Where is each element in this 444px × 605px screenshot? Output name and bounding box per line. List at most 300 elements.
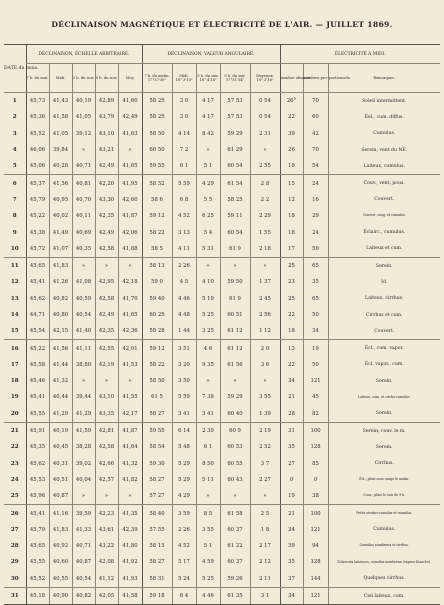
scale-cell: 40,95	[49, 192, 72, 208]
scale-cell: 41,43	[49, 93, 72, 110]
scale-cell: 41,93	[118, 571, 142, 588]
table-row	[4, 208, 440, 224]
scale-cell: 43,79	[95, 109, 118, 125]
day-cell: 1	[12, 98, 17, 105]
scale-col-header: 7 h. du mat.	[26, 64, 49, 93]
table-row	[4, 406, 440, 423]
table-row	[4, 587, 440, 604]
angle-col-constant: 18° 3'10"	[175, 78, 193, 82]
scale-cell: 41,29	[49, 406, 72, 423]
scale-cell: 42,81	[95, 422, 118, 439]
angle-cell: »	[196, 142, 220, 158]
angle-cell: »	[250, 488, 280, 505]
angle-cell: 4 52	[172, 208, 196, 224]
table-row	[4, 109, 440, 125]
day-cell: 29	[10, 559, 19, 566]
angle-cell: 2 12	[250, 554, 280, 570]
scale-cell: 42,36	[118, 323, 142, 340]
scale-cell: 42,17	[118, 406, 142, 423]
table-row	[4, 274, 440, 290]
scale-cell: 45,54	[26, 323, 49, 340]
scale-cell: 41,80	[118, 538, 142, 554]
angle-cell: 5 25	[196, 307, 220, 323]
elec-group-header: ÉLECTRICITÉ À MIDI.	[280, 45, 440, 64]
table-row	[4, 439, 440, 455]
day-cell: 14	[10, 312, 19, 318]
angle-cell: 5 17	[172, 554, 196, 570]
scale-cell: 38,80	[72, 357, 95, 373]
angle-cell: 0 54	[250, 93, 280, 110]
angle-cell: 57 55	[142, 522, 172, 538]
scale-cell: 45,22	[26, 208, 49, 224]
angle-cell: 4 52	[172, 538, 196, 554]
scale-cell: 41,40	[72, 323, 95, 340]
angle-cell: 5 25	[196, 571, 220, 588]
scale-cell: 43,22	[95, 538, 118, 554]
observed-cell: 31	[280, 422, 303, 439]
scale-cell: 44,71	[26, 307, 49, 323]
table-row	[4, 389, 440, 405]
proportional-cell: 50	[303, 357, 328, 373]
scale-cell: 41,83	[49, 522, 72, 538]
proportional-cell: 121	[303, 373, 328, 389]
scale-cell: 45,37	[26, 175, 49, 192]
scale-cell: 45,41	[26, 389, 49, 405]
angle-cell: 2 17	[250, 538, 280, 554]
scale-col-header: Moy.	[118, 64, 142, 93]
remarks-cell: Serein; couv. le m.	[328, 422, 440, 439]
angle-cell: 3 51	[172, 340, 196, 357]
scale-col-header: 9 h. du soir.	[95, 64, 118, 93]
angle-cell: 4 17	[196, 93, 220, 110]
observed-cell: 35	[280, 439, 303, 455]
scale-cell: 42,58	[95, 439, 118, 455]
angle-cell: 3 7	[250, 456, 280, 472]
angle-cell: 58 25	[220, 192, 250, 208]
remarks-cell: Couvert, orag. et cumulus.	[328, 208, 440, 224]
scale-cell: 46,06	[26, 142, 49, 158]
scale-cell: »	[72, 488, 95, 505]
scale-cell: 39,44	[72, 389, 95, 405]
scale-cell: 40,60	[49, 554, 72, 570]
observed-cell: 22	[280, 307, 303, 323]
day-cell: 5	[4, 158, 26, 175]
angle-cell: 1 39	[250, 406, 280, 423]
declination-table	[4, 44, 440, 605]
scale-cell: 41,56	[49, 175, 72, 192]
angle-cell: 6 4	[172, 587, 196, 604]
scale-cell: 40,92	[49, 538, 72, 554]
angle-cell: 5 48	[172, 439, 196, 455]
table-row	[4, 142, 440, 158]
angle-cell: 4 59	[196, 554, 220, 570]
scale-cell: 41,32	[118, 456, 142, 472]
scale-cell: 42,58	[95, 291, 118, 307]
scale-cell: 45,79	[26, 192, 49, 208]
remarks-cell: Écl., pluie sous orage le matin.	[328, 472, 440, 488]
scale-cell: »	[95, 373, 118, 389]
day-cell: 11	[10, 263, 19, 270]
table-row	[4, 175, 440, 192]
scale-cell: 45,35	[26, 439, 49, 455]
scale-cell: 42,89	[95, 93, 118, 110]
angle-col-constant: 18° 2'16"	[256, 78, 274, 82]
scale-cell: 45,06	[26, 158, 49, 175]
angle-cell: 60 37	[220, 522, 250, 538]
scale-cell: 40,02	[49, 208, 72, 224]
angle-cell: 7 38	[196, 389, 220, 405]
scale-cell: 41,29	[72, 406, 95, 423]
scale-cell: 45,55	[26, 554, 49, 570]
proportional-cell: 82	[303, 406, 328, 423]
scale-cell: 45,72	[26, 241, 49, 258]
scale-cell: 42,06	[118, 224, 142, 240]
angle-col-label: 3 h. du soir.	[197, 73, 219, 78]
angle-cell: 59 29	[220, 126, 250, 142]
remarks-cell: Couvert.	[328, 323, 440, 340]
angle-cell: 5 19	[196, 291, 220, 307]
observed-cell: 17	[280, 241, 303, 258]
angle-cell: 3 0	[172, 93, 196, 110]
remarks-cell: Cirrhus et cum.	[328, 307, 440, 323]
remarks-cell: Serein.	[328, 439, 440, 455]
angle-cell: 3 0	[172, 109, 196, 125]
angle-cell: 61 12	[220, 323, 250, 340]
angle-cell: 59 18	[142, 587, 172, 604]
scale-cell: »	[72, 373, 95, 389]
day-cell: 6	[12, 180, 17, 187]
angle-cell: 59 40	[142, 291, 172, 307]
angle-cell: 2 29	[250, 208, 280, 224]
angle-cell: 58 25	[142, 93, 172, 110]
scale-cell: 41,65	[118, 158, 142, 175]
remarks-cell: Éclairc., cumulus.	[328, 224, 440, 240]
scale-cell: 40,82	[72, 587, 95, 604]
proportional-cell: 54	[303, 158, 328, 175]
angle-cell: 5 1	[196, 158, 220, 175]
observed-cell: 34	[280, 373, 303, 389]
angle-cell: 5 29	[172, 472, 196, 488]
angle-cell: 1 37	[250, 274, 280, 290]
remarks-cell: Éclaircies laiteuses; cumulus nombreux (vapeur blanche).	[328, 554, 440, 570]
scale-cell: 41,65	[118, 307, 142, 323]
angle-col-header	[142, 64, 172, 93]
proportional-cell: 16	[303, 192, 328, 208]
angle-cell: 4 17	[196, 109, 220, 125]
angle-cell: 60 55	[220, 456, 250, 472]
angle-cell: 2 5	[250, 505, 280, 522]
proportional-cell: 128	[303, 554, 328, 570]
angle-cell: »	[220, 488, 250, 505]
angle-col-header	[250, 64, 280, 93]
angle-cell: 60 9	[220, 422, 250, 439]
angle-col-constant: 17°37'30"	[147, 78, 167, 82]
angle-cell: 60 51	[220, 307, 250, 323]
angle-cell: »	[220, 257, 250, 274]
scale-cell: 41,92	[118, 554, 142, 570]
scale-cell: 40,71	[72, 538, 95, 554]
proportional-cell: 100	[303, 422, 328, 439]
angle-cell: 60 43	[220, 472, 250, 488]
angle-cell: 2 19	[250, 422, 280, 439]
angle-cell: 1 55	[250, 224, 280, 240]
scale-cell: 40,70	[72, 192, 95, 208]
angle-cell: 58 25	[142, 109, 172, 125]
angle-cell: 5 4	[196, 224, 220, 240]
elec-proportional-header: nombres pro- portionnels.	[303, 64, 328, 93]
angle-cell: 6 25	[196, 208, 220, 224]
table-row	[4, 571, 440, 588]
scale-cell: 41,58	[49, 109, 72, 125]
angle-cell: 2 0	[250, 340, 280, 357]
angle-col-header	[172, 64, 196, 93]
angle-cell: 5 59	[172, 175, 196, 192]
scale-cell: 43,61	[95, 522, 118, 538]
angle-cell: 59 55	[142, 422, 172, 439]
angle-cell: 5 11	[196, 472, 220, 488]
scale-cell: 41,63	[118, 126, 142, 142]
angle-cell: 59 29	[220, 389, 250, 405]
scale-cell: 43,10	[95, 389, 118, 405]
angle-cell: 57 27	[142, 488, 172, 505]
scale-cell: 41,55	[118, 389, 142, 405]
observed-cell: 34	[280, 522, 303, 538]
scale-cell: 45,53	[26, 472, 49, 488]
proportional-cell: 70	[303, 93, 328, 110]
proportional-cell: 50	[303, 241, 328, 258]
day-cell: 31	[4, 587, 26, 604]
observed-cell: 21	[280, 389, 303, 405]
scale-cell: 40,04	[72, 472, 95, 488]
angle-cell: 1 8	[250, 522, 280, 538]
scale-cell: 40,54	[72, 307, 95, 323]
angle-cell: »	[250, 373, 280, 389]
scale-cell: 41,87	[118, 208, 142, 224]
angle-cell: 2 55	[250, 158, 280, 175]
table-row	[4, 340, 440, 357]
angle-cell: 61 5	[142, 389, 172, 405]
table-row	[4, 522, 440, 538]
scale-cell: 39,84	[49, 142, 72, 158]
scale-cell: 41,05	[49, 126, 72, 142]
proportional-cell: 24	[303, 224, 328, 240]
angle-cell: 6 1	[196, 439, 220, 455]
scale-cell: 43,21	[95, 142, 118, 158]
angle-cell: 58 6	[142, 192, 172, 208]
angle-col-header	[220, 64, 250, 93]
day-cell: 17	[10, 361, 19, 368]
observed-cell: 37	[280, 571, 303, 588]
scale-cell: 45,41	[26, 274, 49, 290]
angle-cell: 60 40	[220, 406, 250, 423]
table-row	[4, 488, 440, 505]
day-cell: 12	[10, 279, 19, 286]
scale-cell: 41,44	[49, 357, 72, 373]
observed-cell: 34	[280, 587, 303, 604]
angle-cell: 60 25	[142, 307, 172, 323]
scale-cell: 41,56	[49, 340, 72, 357]
date-header: DATE du mois.	[4, 45, 26, 93]
angle-cell: 0 54	[250, 109, 280, 125]
scale-cell: 40,54	[72, 571, 95, 588]
table-row	[4, 224, 440, 240]
angle-cell: 2 8	[250, 175, 280, 192]
angle-cell: 60 53	[220, 439, 250, 455]
table-row	[4, 291, 440, 307]
proportional-cell: 144	[303, 571, 328, 588]
scale-cell: 42,49	[95, 224, 118, 240]
scale-cell: 40,81	[72, 175, 95, 192]
scale-cell: 42,20	[95, 175, 118, 192]
proportional-cell: 65	[303, 257, 328, 274]
angle-cell: 61 56	[220, 357, 250, 373]
scale-cell: 40,71	[72, 158, 95, 175]
angle-cell: 57 53	[220, 109, 250, 125]
proportional-cell: 94	[303, 538, 328, 554]
remarks-cell: Petits stratus-cumulus et cumulus.	[328, 505, 440, 522]
scale-cell: 41,87	[118, 422, 142, 439]
day-cell: 3	[12, 130, 17, 137]
proportional-cell: 19	[303, 340, 328, 357]
remarks-cell: Ciel laiteux, cum.	[328, 587, 440, 604]
angle-cell: 58 22	[142, 224, 172, 240]
scale-cell: 41,60	[118, 93, 142, 110]
scale-cell: 42,49	[95, 158, 118, 175]
scale-cell: 43,10	[95, 126, 118, 142]
day-cell: 8	[12, 213, 17, 220]
scale-cell: 40,11	[72, 208, 95, 224]
table-row	[4, 323, 440, 340]
observed-cell: 27	[280, 456, 303, 472]
scale-cell: »	[95, 257, 118, 274]
table-row	[4, 257, 440, 274]
remarks-cell: Soleil intermittent.	[328, 93, 440, 110]
remarks-cell: Écl. vapor., cum.	[328, 357, 440, 373]
observed-cell: 18	[280, 208, 303, 224]
scale-cell: 41,32	[49, 373, 72, 389]
angle-cell: 4 5	[172, 274, 196, 290]
angle-cell: 61 9	[220, 291, 250, 307]
scale-cell: 42,35	[95, 323, 118, 340]
scale-cell: 40,45	[49, 439, 72, 455]
angle-col-constant: 18° 4'14"	[199, 78, 217, 82]
scale-cell: 45,36	[26, 109, 49, 125]
scale-cell: 42,95	[95, 274, 118, 290]
angle-cell: 3 55	[196, 522, 220, 538]
day-cell: 19	[10, 394, 19, 401]
scale-cell: 41,16	[49, 505, 72, 522]
day-cell: 15	[4, 323, 26, 340]
scale-cell: 41,26	[49, 274, 72, 290]
scale-cell: 42,58	[95, 241, 118, 258]
day-cell: 13	[10, 295, 19, 302]
scale-cell: 40,69	[72, 224, 95, 240]
angle-cell: 2 45	[250, 291, 280, 307]
angle-cell: 61 22	[220, 538, 250, 554]
proportional-cell: 24	[303, 175, 328, 192]
angle-cell: 2 26	[172, 522, 196, 538]
table-row	[4, 192, 440, 208]
table-row	[4, 538, 440, 554]
scale-cell: 45,18	[26, 587, 49, 604]
scale-cell: 42,05	[95, 587, 118, 604]
angle-cell: 7 2	[172, 142, 196, 158]
day-cell: 10	[4, 241, 26, 258]
observed-cell: 19	[280, 488, 303, 505]
angle-cell: 3 41	[196, 406, 220, 423]
scale-cell: »	[118, 373, 142, 389]
table-row	[4, 422, 440, 439]
remarks-cell: Couvert.	[328, 192, 440, 208]
angle-cell: 60 37	[220, 554, 250, 570]
angle-cell: 59 26	[220, 571, 250, 588]
day-cell: 30	[4, 571, 26, 588]
angle-cell: 5 24	[172, 571, 196, 588]
scale-col-header: Midi.	[49, 64, 72, 93]
remarks-cell: Laiteux, cum. et cirrho-cumulus.	[328, 389, 440, 405]
proportional-cell: 121	[303, 522, 328, 538]
angle-cell: »	[250, 257, 280, 274]
scale-cell: 42,01	[118, 340, 142, 357]
angle-cell: 58 15	[142, 538, 172, 554]
angle-cell: 59 11	[220, 208, 250, 224]
angle-cell: 58 52	[142, 175, 172, 192]
remarks-cell: Serein.	[328, 373, 440, 389]
proportional-cell: 42	[303, 126, 328, 142]
angle-cell: 2 31	[250, 126, 280, 142]
angle-cell: 59 30	[142, 456, 172, 472]
table-row	[4, 158, 440, 175]
scale-cell: 40,35	[72, 241, 95, 258]
scale-cell: 45,96	[26, 488, 49, 505]
day-cell: 24	[10, 476, 19, 483]
angle-cell: 3 20	[172, 357, 196, 373]
observed-cell: 26	[280, 142, 303, 158]
angle-cell: 2 56	[250, 307, 280, 323]
scale-cell: 41,12	[95, 571, 118, 588]
scale-cell: 45,65	[26, 538, 49, 554]
scale-cell: 41,64	[118, 439, 142, 455]
angle-cell: 61 12	[220, 340, 250, 357]
scale-cell: 40,44	[49, 389, 72, 405]
scale-cell: 45,52	[26, 126, 49, 142]
angle-cell: 58 54	[142, 439, 172, 455]
scale-cell: 42,15	[49, 323, 72, 340]
scale-cell: 40,59	[72, 291, 95, 307]
angle-cell: 5 29	[172, 456, 196, 472]
scale-cell: 43,30	[95, 192, 118, 208]
angle-cell: 4 6	[196, 340, 220, 357]
remarks-cell: Couv., pluie le soir de 9 h.	[328, 488, 440, 505]
scale-cell: 40,19	[72, 93, 95, 110]
scale-cell: 40,80	[49, 307, 72, 323]
angle-cell: »	[196, 488, 220, 505]
remarks-cell: Id.	[328, 274, 440, 290]
angle-cell: 2 52	[250, 439, 280, 455]
observed-cell: 28	[280, 406, 303, 423]
angle-cell: 3 13	[172, 224, 196, 240]
proportional-cell: 128	[303, 439, 328, 455]
angle-cell: 59 0	[142, 274, 172, 290]
scale-cell: 40,90	[49, 587, 72, 604]
angle-cell: 8 50	[196, 456, 220, 472]
proportional-cell: 0	[303, 472, 328, 488]
proportional-cell: 35	[303, 274, 328, 290]
observed-cell: 18	[280, 224, 303, 240]
day-cell: 7	[12, 196, 17, 203]
scale-cell: 45,58	[26, 357, 49, 373]
proportional-cell: 65	[303, 291, 328, 307]
